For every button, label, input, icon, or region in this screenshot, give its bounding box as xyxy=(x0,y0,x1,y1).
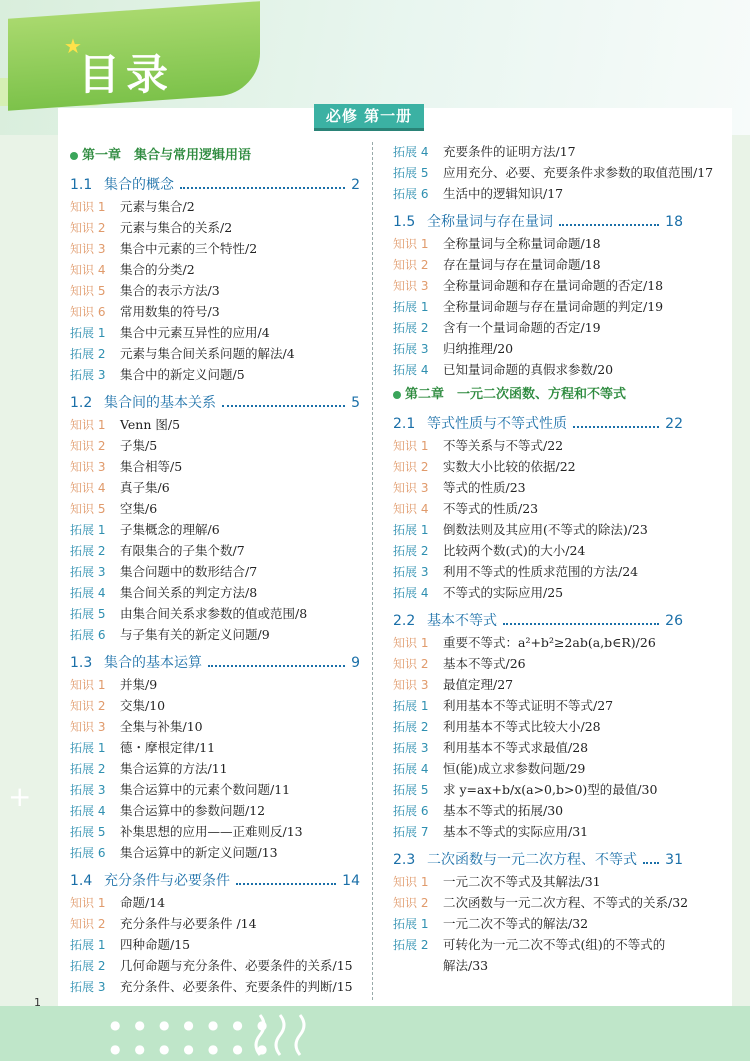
banner-shadow xyxy=(314,128,424,131)
entry-text: 由集合间关系求参数的值或范围/8 xyxy=(120,606,308,621)
entry-text: 不等式的性质/23 xyxy=(443,501,539,516)
entry-text: 充要条件的证明方法/17 xyxy=(443,144,576,159)
entry-text: 几何命题与充分条件、必要条件的关系/15 xyxy=(120,958,353,973)
toc-entry[interactable] xyxy=(70,218,232,238)
entry-label: 拓展 3 xyxy=(393,741,429,755)
section-title: 基本不等式 xyxy=(427,613,497,629)
entry-label: 知识 2 xyxy=(70,439,106,453)
dot-leader xyxy=(236,883,336,885)
toc-entry[interactable] xyxy=(70,675,157,695)
entry-label: 拓展 7 xyxy=(393,825,429,839)
entry-text: 等式的性质/23 xyxy=(443,480,526,495)
toc-entry[interactable] xyxy=(70,717,203,737)
toc-entry[interactable] xyxy=(393,633,656,653)
toc-entry[interactable] xyxy=(70,604,307,624)
entry-label: 知识 1 xyxy=(70,200,106,214)
toc-entry[interactable] xyxy=(70,562,257,582)
entry-label: 拓展 5 xyxy=(393,783,429,797)
toc-entry[interactable] xyxy=(393,759,585,779)
entry-text: 已知量词命题的真假求参数/20 xyxy=(443,362,614,377)
toc-entry[interactable] xyxy=(393,234,601,254)
entry-label: 拓展 2 xyxy=(70,544,106,558)
toc-entry[interactable] xyxy=(393,184,563,204)
entry-text: 含有一个量词命题的否定/19 xyxy=(443,320,601,335)
toc-entry[interactable] xyxy=(393,696,613,716)
entry-label: 知识 1 xyxy=(70,678,106,692)
entry-label: 拓展 5 xyxy=(70,607,106,621)
entry-label: 知识 2 xyxy=(393,460,429,474)
section-heading[interactable] xyxy=(70,392,360,414)
toc-entry[interactable] xyxy=(70,625,270,645)
toc-entry[interactable] xyxy=(393,956,488,976)
entry-text: 一元二次不等式及其解法/31 xyxy=(443,874,601,889)
entry-text: 基本不等式的拓展/30 xyxy=(443,803,564,818)
entry-label: 拓展 4 xyxy=(393,586,429,600)
entry-label: 拓展 4 xyxy=(70,586,106,600)
entry-label: 拓展 1 xyxy=(393,523,429,537)
entry-text: 全称量词命题与存在量词命题的判定/19 xyxy=(443,299,664,314)
toc-entry[interactable] xyxy=(70,365,245,385)
entry-label: 知识 2 xyxy=(393,657,429,671)
entry-label: 拓展 2 xyxy=(393,720,429,734)
entry-label: 拓展 3 xyxy=(70,783,106,797)
entry-text: 集合中元素的三个特性/2 xyxy=(120,241,258,256)
toc-entry[interactable] xyxy=(393,780,657,800)
entry-label: 知识 4 xyxy=(70,263,106,277)
toc-entry[interactable] xyxy=(393,583,563,603)
entry-text: 元素与集合/2 xyxy=(120,199,195,214)
entry-label: 拓展 3 xyxy=(70,980,106,994)
entry-label: 拓展 3 xyxy=(393,565,429,579)
entry-text: 重要不等式：a²+b²≥2ab(a,b∈R)/26 xyxy=(443,635,656,650)
entry-text: 实数大小比较的依据/22 xyxy=(443,459,576,474)
chapter-heading xyxy=(70,146,251,166)
toc-entry[interactable] xyxy=(393,822,588,842)
entry-text: 集合中的新定义问题/5 xyxy=(120,367,245,382)
entry-text: 可转化为一元二次不等式(组)的不等式的 xyxy=(443,937,666,952)
section-title: 二次函数与一元二次方程、不等式 xyxy=(427,852,637,868)
toc-entry[interactable] xyxy=(70,935,190,955)
entry-text: 充分条件、必要条件、充要条件的判断/15 xyxy=(120,979,353,994)
entry-text: 集合运算的方法/11 xyxy=(120,761,228,776)
entry-label: 知识 2 xyxy=(393,896,429,910)
section-number: 1.5 xyxy=(393,214,416,230)
toc-entry[interactable] xyxy=(70,520,220,540)
dot-pattern: ●●●●●●● xyxy=(110,1018,282,1032)
toc-entry[interactable] xyxy=(70,415,180,435)
toc-entry[interactable] xyxy=(393,935,665,955)
section-number: 2.1 xyxy=(393,416,416,432)
entry-text: 恒(能)成立求参数问题/29 xyxy=(443,761,586,776)
toc-entry[interactable] xyxy=(393,801,563,821)
plus-decoration-icon: + xyxy=(8,780,32,813)
toc-entry[interactable] xyxy=(393,297,663,317)
entry-text: 全集与补集/10 xyxy=(120,719,203,734)
entry-label: 拓展 2 xyxy=(393,321,429,335)
section-number: 1.2 xyxy=(70,395,93,411)
dot-leader xyxy=(208,665,345,667)
entry-label: 拓展 1 xyxy=(70,741,106,755)
entry-label: 知识 1 xyxy=(70,418,106,432)
volume-banner: 必修 第一册 xyxy=(314,104,424,128)
entry-label: 拓展 4 xyxy=(70,804,106,818)
toc-entry[interactable] xyxy=(70,478,170,498)
entry-text: 集合的分类/2 xyxy=(120,262,195,277)
entry-text: 集合相等/5 xyxy=(120,459,183,474)
entry-label: 知识 3 xyxy=(70,720,106,734)
entry-text: 四种命题/15 xyxy=(120,937,191,952)
section-title: 等式性质与不等式性质 xyxy=(427,416,567,432)
toc-entry[interactable] xyxy=(70,780,290,800)
section-number: 2.2 xyxy=(393,613,416,629)
entry-text: 一元二次不等式的解法/32 xyxy=(443,916,589,931)
section-heading[interactable] xyxy=(70,870,360,892)
toc-entry[interactable] xyxy=(70,260,195,280)
toc-entry[interactable] xyxy=(393,276,663,296)
entry-text: 二次函数与一元二次方程、不等式的关系/32 xyxy=(443,895,689,910)
toc-entry[interactable] xyxy=(393,255,601,275)
chapter-title: 第二章 一元二次函数、方程和不等式 xyxy=(405,387,627,402)
entry-label: 拓展 4 xyxy=(393,762,429,776)
section-page: 2 xyxy=(351,177,360,193)
entry-label: 知识 1 xyxy=(393,237,429,251)
toc-entry[interactable] xyxy=(70,436,157,456)
toc-entry[interactable] xyxy=(393,360,613,380)
entry-text: 德・摩根定律/11 xyxy=(120,740,216,755)
entry-label: 拓展 2 xyxy=(393,544,429,558)
section-title: 集合的基本运算 xyxy=(104,655,202,671)
entry-label: 知识 2 xyxy=(393,258,429,272)
toc-entry[interactable] xyxy=(70,281,220,301)
entry-label: 拓展 2 xyxy=(393,938,429,952)
dot-leader xyxy=(573,426,659,428)
entry-label: 拓展 3 xyxy=(70,565,106,579)
entry-text: 空集/6 xyxy=(120,501,158,516)
entry-text: 利用不等式的性质求范围的方法/24 xyxy=(443,564,639,579)
toc-entry[interactable] xyxy=(70,759,228,779)
entry-label: 拓展 1 xyxy=(393,699,429,713)
section-title: 全称量词与存在量词 xyxy=(427,214,553,230)
entry-text: 求 y=ax+b/x(a>0,b>0)型的最值/30 xyxy=(443,782,658,797)
toc-entry[interactable] xyxy=(70,239,257,259)
toc-entry[interactable] xyxy=(393,457,576,477)
entry-text: 利用基本不等式证明不等式/27 xyxy=(443,698,614,713)
toc-entry[interactable] xyxy=(70,843,278,863)
entry-label: 知识 4 xyxy=(393,502,429,516)
entry-label: 拓展 1 xyxy=(70,938,106,952)
entry-text: 常用数集的符号/3 xyxy=(120,304,220,319)
dot-leader xyxy=(222,405,345,407)
entry-label: 拓展 6 xyxy=(393,804,429,818)
toc-entry[interactable] xyxy=(70,302,220,322)
entry-text: 有限集合的子集个数/7 xyxy=(120,543,245,558)
entry-text: 集合的表示方法/3 xyxy=(120,283,220,298)
toc-entry[interactable] xyxy=(393,142,576,162)
toc-entry[interactable] xyxy=(393,562,638,582)
toc-entry[interactable] xyxy=(70,696,165,716)
entry-text: Venn 图/5 xyxy=(120,417,181,432)
toc-entry[interactable] xyxy=(393,717,601,737)
entry-label: 知识 3 xyxy=(70,460,106,474)
entry-label: 知识 4 xyxy=(70,481,106,495)
section-title: 集合间的基本关系 xyxy=(104,395,216,411)
toc-entry[interactable] xyxy=(70,197,195,217)
section-page: 26 xyxy=(665,613,683,629)
toc-entry[interactable] xyxy=(393,541,585,561)
entry-label: 知识 5 xyxy=(70,284,106,298)
entry-text: 集合运算中的参数问题/12 xyxy=(120,803,266,818)
entry-label: 知识 3 xyxy=(393,279,429,293)
entry-label: 知识 1 xyxy=(393,875,429,889)
dot-leader xyxy=(643,862,659,864)
entry-label: 知识 1 xyxy=(70,896,106,910)
toc-entry[interactable] xyxy=(393,738,588,758)
chapter-bullet-icon xyxy=(70,152,78,160)
entry-text: 存在量词与存在量词命题/18 xyxy=(443,257,601,272)
toc-entry[interactable] xyxy=(70,822,303,842)
dot-leader xyxy=(559,224,659,226)
entry-label: 知识 1 xyxy=(393,636,429,650)
section-page: 9 xyxy=(351,655,360,671)
entry-text: 集合运算中的新定义问题/13 xyxy=(120,845,278,860)
entry-label: 拓展 1 xyxy=(393,300,429,314)
entry-label: 拓展 2 xyxy=(70,347,106,361)
entry-text: 与子集有关的新定义问题/9 xyxy=(120,627,270,642)
toc-entry[interactable] xyxy=(70,323,270,343)
entry-label: 知识 3 xyxy=(393,481,429,495)
toc-entry[interactable] xyxy=(70,893,165,913)
entry-label: 知识 2 xyxy=(70,699,106,713)
entry-label: 拓展 4 xyxy=(393,145,429,159)
entry-text: 并集/9 xyxy=(120,677,158,692)
toc-entry[interactable] xyxy=(70,801,265,821)
entry-label: 知识 6 xyxy=(70,305,106,319)
section-heading[interactable] xyxy=(393,413,683,435)
entry-text: 集合运算中的元素个数问题/11 xyxy=(120,782,291,797)
section-number: 1.4 xyxy=(70,873,93,889)
toc-entry[interactable] xyxy=(393,478,526,498)
entry-text: 生活中的逻辑知识/17 xyxy=(443,186,564,201)
entry-text: 元素与集合的关系/2 xyxy=(120,220,233,235)
dot-leader xyxy=(503,623,659,625)
entry-text: 最值定理/27 xyxy=(443,677,514,692)
section-heading[interactable] xyxy=(393,211,683,233)
section-heading[interactable] xyxy=(70,174,360,196)
entry-label: 拓展 1 xyxy=(70,523,106,537)
entry-text: 集合间关系的判定方法/8 xyxy=(120,585,258,600)
section-page: 18 xyxy=(665,214,683,230)
toc-entry[interactable] xyxy=(70,457,182,477)
dot-leader xyxy=(180,187,345,189)
entry-label: 拓展 2 xyxy=(70,762,106,776)
entry-text: 全称量词命题和存在量词命题的否定/18 xyxy=(443,278,664,293)
entry-label: 拓展 3 xyxy=(393,342,429,356)
section-title: 集合的概念 xyxy=(104,177,174,193)
entry-label: 知识 2 xyxy=(70,221,106,235)
entry-text: 不等关系与不等式/22 xyxy=(443,438,564,453)
page-title: 目录 xyxy=(78,50,175,99)
entry-label: 拓展 1 xyxy=(70,326,106,340)
entry-text: 命题/14 xyxy=(120,895,166,910)
chapter-heading xyxy=(393,385,626,405)
entry-text: 倒数法则及其应用(不等式的除法)/23 xyxy=(443,522,648,537)
toc-entry[interactable] xyxy=(393,339,513,359)
entry-label: 拓展 6 xyxy=(70,628,106,642)
entry-text: 补集思想的应用——正难则反/13 xyxy=(120,824,303,839)
toc-entry[interactable] xyxy=(393,872,601,892)
toc-entry[interactable] xyxy=(70,499,157,519)
toc-entry[interactable] xyxy=(393,654,526,674)
section-number: 1.3 xyxy=(70,655,93,671)
section-page: 14 xyxy=(342,873,360,889)
entry-text: 元素与集合间关系问题的解法/4 xyxy=(120,346,295,361)
section-page: 31 xyxy=(665,852,683,868)
entry-text: 利用基本不等式求最值/28 xyxy=(443,740,589,755)
entry-text: 子集/5 xyxy=(120,438,158,453)
entry-label: 拓展 6 xyxy=(393,187,429,201)
entry-label: 拓展 5 xyxy=(393,166,429,180)
chapter-bullet-icon xyxy=(393,391,401,399)
entry-text: 比较两个数(式)的大小/24 xyxy=(443,543,586,558)
entry-label: 知识 1 xyxy=(393,439,429,453)
entry-label: 知识 2 xyxy=(70,917,106,931)
chapter-title: 第一章 集合与常用逻辑用语 xyxy=(82,148,252,163)
entry-label: 知识 3 xyxy=(70,242,106,256)
section-heading[interactable] xyxy=(393,849,683,871)
entry-text: 利用基本不等式比较大小/28 xyxy=(443,719,601,734)
section-heading[interactable] xyxy=(70,652,360,674)
entry-text: 交集/10 xyxy=(120,698,166,713)
entry-text: 基本不等式/26 xyxy=(443,656,526,671)
section-number: 1.1 xyxy=(70,177,93,193)
entry-text: 集合问题中的数形结合/7 xyxy=(120,564,258,579)
toc-entry[interactable] xyxy=(393,163,713,183)
toc-entry[interactable] xyxy=(70,956,353,976)
entry-text: 解法/33 xyxy=(443,958,489,973)
entry-text: 全称量词与全称量词命题/18 xyxy=(443,236,601,251)
entry-text: 真子集/6 xyxy=(120,480,170,495)
entry-label: 知识 3 xyxy=(393,678,429,692)
toc-entry[interactable] xyxy=(70,344,295,364)
toc-entry[interactable] xyxy=(393,914,588,934)
entry-text: 子集概念的理解/6 xyxy=(120,522,220,537)
toc-entry[interactable] xyxy=(393,318,601,338)
wave-decoration xyxy=(250,1010,370,1060)
section-page: 22 xyxy=(665,416,683,432)
entry-label: 拓展 2 xyxy=(70,959,106,973)
section-title: 充分条件与必要条件 xyxy=(104,873,230,889)
toc-entry[interactable] xyxy=(70,583,257,603)
entry-label: 知识 5 xyxy=(70,502,106,516)
toc-entry[interactable] xyxy=(70,914,257,934)
toc-entry[interactable] xyxy=(393,520,648,540)
entry-label: 拓展 4 xyxy=(393,363,429,377)
entry-label: 拓展 6 xyxy=(70,846,106,860)
toc-entry[interactable] xyxy=(70,738,215,758)
entry-text: 归纳推理/20 xyxy=(443,341,514,356)
section-heading[interactable] xyxy=(393,610,683,632)
toc-entry[interactable] xyxy=(70,977,353,997)
entry-text: 不等式的实际应用/25 xyxy=(443,585,564,600)
entry-text: 充分条件与必要条件 /14 xyxy=(120,916,257,931)
toc-entry[interactable] xyxy=(393,893,688,913)
page-number: 1 xyxy=(34,996,41,1009)
column-divider xyxy=(372,142,373,1000)
entry-text: 基本不等式的实际应用/31 xyxy=(443,824,589,839)
star-icon: ★ xyxy=(64,34,82,58)
entry-label: 拓展 3 xyxy=(70,368,106,382)
toc-entry[interactable] xyxy=(70,541,245,561)
dot-pattern: ●●●●●●● xyxy=(110,1042,282,1056)
entry-text: 应用充分、必要、充要条件求参数的取值范围/17 xyxy=(443,165,714,180)
section-page: 5 xyxy=(351,395,360,411)
toc-entry[interactable] xyxy=(393,499,538,519)
toc-entry[interactable] xyxy=(393,436,563,456)
entry-label: 拓展 1 xyxy=(393,917,429,931)
entry-label: 拓展 5 xyxy=(70,825,106,839)
toc-entry[interactable] xyxy=(393,675,513,695)
entry-text: 集合中元素互异性的应用/4 xyxy=(120,325,270,340)
section-number: 2.3 xyxy=(393,852,416,868)
